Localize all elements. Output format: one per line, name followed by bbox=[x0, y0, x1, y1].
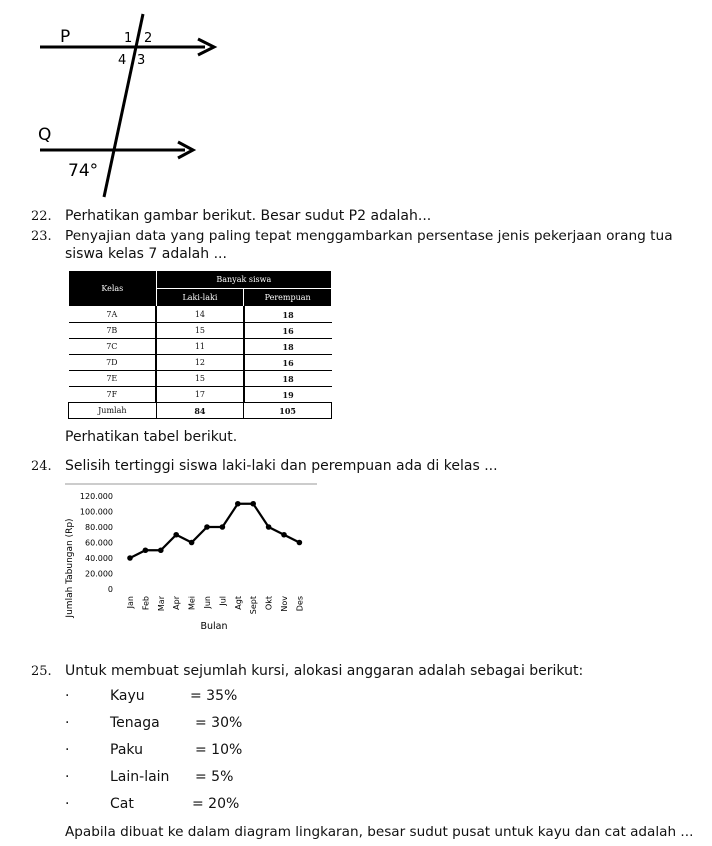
bullet: · bbox=[65, 796, 70, 812]
budget-label: Cat bbox=[110, 796, 134, 812]
x-tick-labels bbox=[126, 595, 304, 614]
cell-laki: 15 bbox=[156, 323, 244, 339]
data-point bbox=[158, 547, 164, 553]
table-row bbox=[69, 323, 332, 339]
x-axis-label: Bulan bbox=[200, 621, 228, 632]
table-row bbox=[69, 387, 332, 403]
data-point bbox=[127, 555, 133, 561]
x-tick-label: Okt bbox=[264, 596, 274, 611]
cell-kelas: 7F bbox=[69, 387, 157, 403]
x-tick-label: Jan bbox=[126, 596, 135, 609]
cell-laki: 11 bbox=[156, 339, 244, 355]
cell-kelas: 7B bbox=[69, 323, 157, 339]
y-tick-label: 80.000 bbox=[85, 523, 113, 532]
table-row bbox=[69, 355, 332, 371]
budget-label: Kayu bbox=[110, 688, 145, 704]
question-25-num: 25. bbox=[31, 664, 52, 679]
header-kelas: Kelas bbox=[69, 271, 157, 307]
y-tick-labels bbox=[80, 492, 113, 594]
bullet: · bbox=[65, 715, 70, 731]
question-22-number: 22. bbox=[31, 209, 52, 224]
cell-laki: 15 bbox=[156, 371, 244, 387]
question-23-number bbox=[31, 227, 52, 246]
question-24-num: 24. bbox=[31, 459, 52, 474]
budget-value: = 5% bbox=[195, 769, 234, 785]
series-line bbox=[130, 504, 299, 558]
cell-perempuan: 18 bbox=[244, 339, 332, 355]
cell-laki: 12 bbox=[156, 355, 244, 371]
budget-value: = 30% bbox=[195, 715, 243, 731]
x-tick-label: Apr bbox=[172, 596, 182, 610]
question-22-text: Perhatikan gambar berikut. Besar sudut P2 adalah... bbox=[65, 208, 432, 224]
budget-item-paku bbox=[65, 742, 265, 760]
x-tick-label: Agt bbox=[233, 596, 243, 610]
line-q-label: Q bbox=[38, 125, 52, 145]
table-caption: Perhatikan tabel berikut. bbox=[65, 429, 238, 445]
header-perempuan: Perempuan bbox=[244, 289, 332, 307]
cell-kelas: 7E bbox=[69, 371, 157, 387]
transversal-figure bbox=[0, 0, 240, 205]
cell-kelas: 7C bbox=[69, 339, 157, 355]
question-23-text-line2: siswa kelas 7 adalah ... bbox=[65, 246, 227, 262]
y-axis-label: Jumlah Tabungan (Rp) bbox=[65, 518, 75, 618]
cell-kelas: 7A bbox=[69, 307, 157, 323]
line-p-label: P bbox=[60, 27, 71, 47]
question-23-text-line1: Penyajian data yang paling tepat menggambarkan persentase jenis pekerjaan orang tua bbox=[65, 228, 673, 244]
bullet: · bbox=[65, 688, 70, 704]
data-point bbox=[173, 532, 179, 538]
budget-value: = 10% bbox=[195, 742, 243, 758]
y-tick-label: 0 bbox=[107, 585, 113, 594]
cell-kelas: 7D bbox=[69, 355, 157, 371]
budget-item-tenaga bbox=[65, 715, 265, 733]
table-total-row bbox=[69, 403, 332, 419]
table-row bbox=[69, 339, 332, 355]
cell-laki: 17 bbox=[156, 387, 244, 403]
data-point bbox=[235, 501, 241, 507]
header-banyak-siswa: Banyak siswa bbox=[156, 271, 331, 289]
cell-laki: 84 bbox=[156, 403, 244, 419]
y-tick-label: 20.000 bbox=[85, 569, 113, 579]
cell-laki: 14 bbox=[156, 307, 244, 323]
budget-value: = 20% bbox=[192, 796, 240, 812]
question-24-number bbox=[31, 457, 52, 476]
question-25-number bbox=[31, 662, 52, 681]
y-tick-label: 120.000 bbox=[79, 492, 113, 501]
data-point bbox=[250, 501, 256, 507]
data-point bbox=[281, 532, 287, 538]
budget-label: Tenaga bbox=[110, 715, 160, 731]
question-23-num: 23. bbox=[31, 229, 52, 244]
question-25-question: Apabila dibuat ke dalam diagram lingkaran, besar sudut pusat untuk kayu dan cat adalah ... bbox=[65, 824, 694, 840]
x-tick-label: Feb bbox=[141, 596, 151, 611]
header-laki-laki: Laki-laki bbox=[156, 289, 244, 307]
table-row bbox=[69, 371, 332, 387]
cell-kelas: Jumlah bbox=[69, 403, 157, 419]
x-tick-label: Mar bbox=[156, 596, 166, 612]
x-tick-label: Nov bbox=[280, 596, 289, 612]
data-point bbox=[220, 524, 226, 530]
budget-value: = 35% bbox=[190, 688, 238, 704]
table-row bbox=[69, 307, 332, 323]
data-point bbox=[143, 547, 149, 553]
cell-perempuan: 19 bbox=[244, 387, 332, 403]
x-tick-label: Des bbox=[295, 596, 305, 612]
data-point bbox=[204, 524, 210, 530]
data-point bbox=[266, 524, 272, 530]
data-point bbox=[189, 540, 195, 546]
question-24-text: Selisih tertinggi siswa laki-laki dan perempuan ada di kelas ... bbox=[65, 458, 498, 474]
y-tick-label: 40.000 bbox=[85, 554, 113, 563]
bullet: · bbox=[65, 769, 70, 785]
cell-perempuan: 105 bbox=[244, 403, 332, 419]
given-angle-label: 74° bbox=[68, 161, 99, 181]
cell-perempuan: 18 bbox=[244, 371, 332, 387]
angle-3-label: 3 bbox=[137, 53, 146, 68]
angle-4-label: 4 bbox=[118, 53, 127, 68]
budget-item-cat bbox=[65, 796, 265, 814]
cell-perempuan: 16 bbox=[244, 355, 332, 371]
y-tick-label: 60.000 bbox=[85, 538, 113, 548]
x-tick-label: Jun bbox=[203, 596, 212, 609]
cell-perempuan: 16 bbox=[244, 323, 332, 339]
budget-item-kayu bbox=[65, 688, 265, 706]
y-tick-label: 100.000 bbox=[79, 507, 113, 517]
budget-item-lain-lain bbox=[65, 769, 265, 787]
cell-perempuan: 18 bbox=[244, 307, 332, 323]
question-22 bbox=[31, 207, 52, 226]
bullet: · bbox=[65, 742, 70, 758]
savings-line-chart bbox=[55, 478, 325, 638]
students-table bbox=[68, 270, 332, 419]
question-25-text: Untuk membuat sejumlah kursi, alokasi anggaran adalah sebagai berikut: bbox=[65, 663, 584, 679]
angle-2-label: 2 bbox=[144, 31, 153, 46]
x-tick-label: Mei bbox=[187, 596, 197, 611]
x-tick-label: Sept bbox=[249, 596, 259, 615]
x-tick-label: Jul bbox=[218, 596, 228, 606]
budget-label: Paku bbox=[110, 742, 143, 758]
budget-label: Lain-lain bbox=[110, 769, 170, 785]
data-point bbox=[297, 540, 303, 546]
angle-1-label: 1 bbox=[124, 31, 133, 46]
